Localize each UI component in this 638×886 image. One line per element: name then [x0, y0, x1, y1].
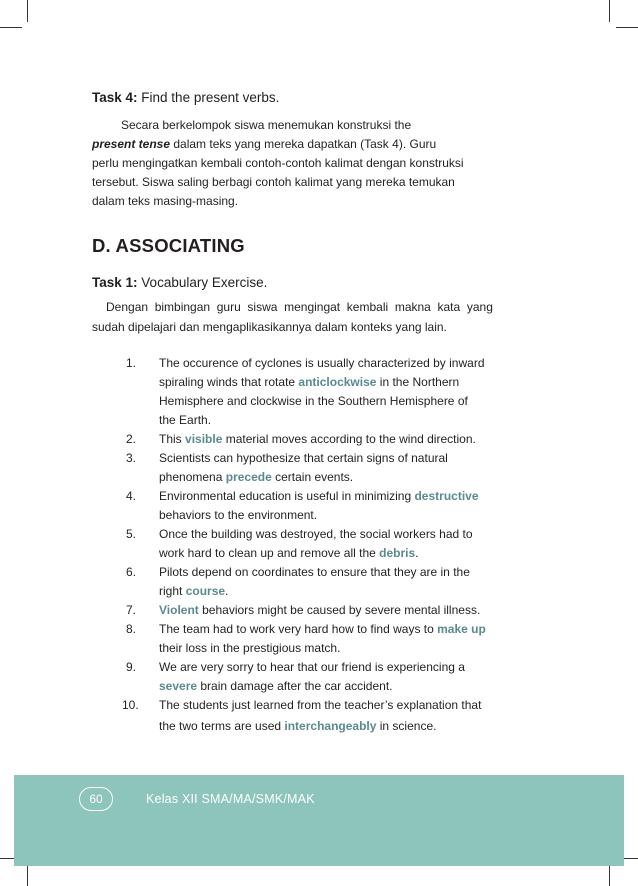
task1-title: Vocabulary Exercise.: [141, 275, 268, 290]
crop-mark: [27, 866, 28, 886]
vocabulary-keyword: precede: [225, 470, 272, 484]
list-item-number: 8.: [126, 622, 137, 636]
list-item-text: [159, 719, 436, 733]
list-item-text: [159, 679, 393, 693]
list-item-segment: the two terms are used: [159, 719, 285, 733]
list-item-number: 2.: [126, 432, 137, 446]
list-item-number: 4.: [126, 489, 137, 503]
list-item-text: behaviors to the environment.: [159, 508, 318, 522]
task4-label: Task 4:: [92, 90, 138, 105]
task4-paragraph-line: tersebut. Siswa saling berbagi contoh kalimat yang mereka temukan: [92, 175, 455, 189]
task4-paragraph-line: Secara berkelompok siswa menemukan konstruksi the: [121, 118, 412, 132]
vocabulary-keyword: anticlockwise: [298, 375, 377, 389]
list-item-text: Scientists can hypothesize that certain signs of natural: [159, 451, 448, 465]
list-item-segment: work hard to clean up and remove all the: [159, 546, 380, 560]
list-item-segment: .: [225, 584, 229, 598]
list-item-number: 9.: [126, 660, 137, 674]
task4-title: Find the present verbs.: [141, 90, 280, 105]
list-item-number: 10.: [122, 698, 139, 712]
crop-mark: [616, 27, 638, 28]
list-item-text: The students just learned from the teacher’s explanation that: [159, 698, 482, 712]
list-item-text: Hemisphere and clockwise in the Southern Hemisphere of: [159, 394, 468, 408]
list-item-text: Once the building was destroyed, the social workers had to: [159, 527, 473, 541]
list-item-text: [159, 546, 418, 560]
crop-mark: [609, 0, 610, 22]
list-item-text: [159, 603, 480, 617]
section-heading: D. ASSOCIATING: [92, 235, 245, 256]
task4-heading: [92, 91, 279, 105]
list-item-segment: brain damage after the car accident.: [197, 679, 393, 693]
vocabulary-keyword: interchangeably: [284, 719, 377, 733]
task4-paragraph-text: dalam teks yang mereka dapatkan (Task 4). Guru: [170, 137, 437, 151]
list-item-text: the Earth.: [159, 413, 212, 427]
list-item-segment: behaviors might be caused by severe mental illness.: [198, 603, 481, 617]
list-item-segment: .: [415, 546, 419, 560]
footer-text: Kelas XII SMA/MA/SMK/MAK: [146, 792, 315, 806]
list-item-segment: in the Northern: [376, 375, 460, 389]
list-item-number: 7.: [126, 603, 137, 617]
list-item-segment: Environmental education is useful in minimizing: [159, 489, 415, 503]
task1-heading: [92, 276, 267, 290]
vocabulary-keyword: destructive: [414, 489, 479, 503]
list-item-text: [159, 584, 228, 598]
list-item-text: [159, 489, 479, 503]
page-number: 60: [79, 787, 113, 811]
vocabulary-keyword: Violent: [159, 603, 199, 617]
list-item-segment: This: [159, 432, 186, 446]
task1-label: Task 1:: [92, 275, 138, 290]
list-item-text: We are very sorry to hear that our friend is experiencing a: [159, 660, 465, 674]
list-item-text: their loss in the prestigious match.: [159, 641, 341, 655]
task4-paragraph-line: perlu mengingatkan kembali contoh-contoh kalimat dengan konstruksi: [92, 156, 464, 170]
present-tense-term: present tense: [92, 137, 171, 151]
list-item-text: The occurence of cyclones is usually characterized by inward: [159, 356, 485, 370]
crop-mark: [609, 866, 610, 886]
list-item-text: [159, 432, 476, 446]
list-item-text: [159, 375, 459, 389]
vocabulary-keyword: course: [185, 584, 226, 598]
vocabulary-keyword: visible: [185, 432, 223, 446]
list-item-segment: material moves according to the wind direction.: [222, 432, 476, 446]
list-item-number: 6.: [126, 565, 137, 579]
crop-mark: [27, 0, 28, 22]
list-item-text: [159, 622, 486, 636]
task4-paragraph-line: dalam teks masing-masing.: [92, 194, 239, 208]
vocabulary-keyword: severe: [159, 679, 198, 693]
list-item-segment: phenomena: [159, 470, 226, 484]
list-item-number: 3.: [126, 451, 137, 465]
crop-mark: [0, 27, 22, 28]
list-item-number: 5.: [126, 527, 137, 541]
list-item-segment: in science.: [376, 719, 437, 733]
list-item-segment: right: [159, 584, 186, 598]
list-item-text: Pilots depend on coordinates to ensure that they are in the: [159, 565, 470, 579]
list-item-segment: certain events.: [271, 470, 354, 484]
task1-paragraph-line: Dengan bimbingan guru siswa mengingat kembali makna kata yang: [106, 300, 493, 314]
list-item-segment: spiraling winds that rotate: [159, 375, 299, 389]
task1-paragraph-line: sudah dipelajari dan mengaplikasikannya dalam konteks yang lain.: [92, 320, 447, 334]
task4-paragraph-line: [92, 137, 436, 151]
vocabulary-keyword: make up: [437, 622, 486, 636]
list-item-number: 1.: [126, 356, 137, 370]
vocabulary-keyword: debris: [379, 546, 416, 560]
list-item-text: [159, 470, 353, 484]
list-item-segment: The team had to work very hard how to find ways to: [159, 622, 438, 636]
